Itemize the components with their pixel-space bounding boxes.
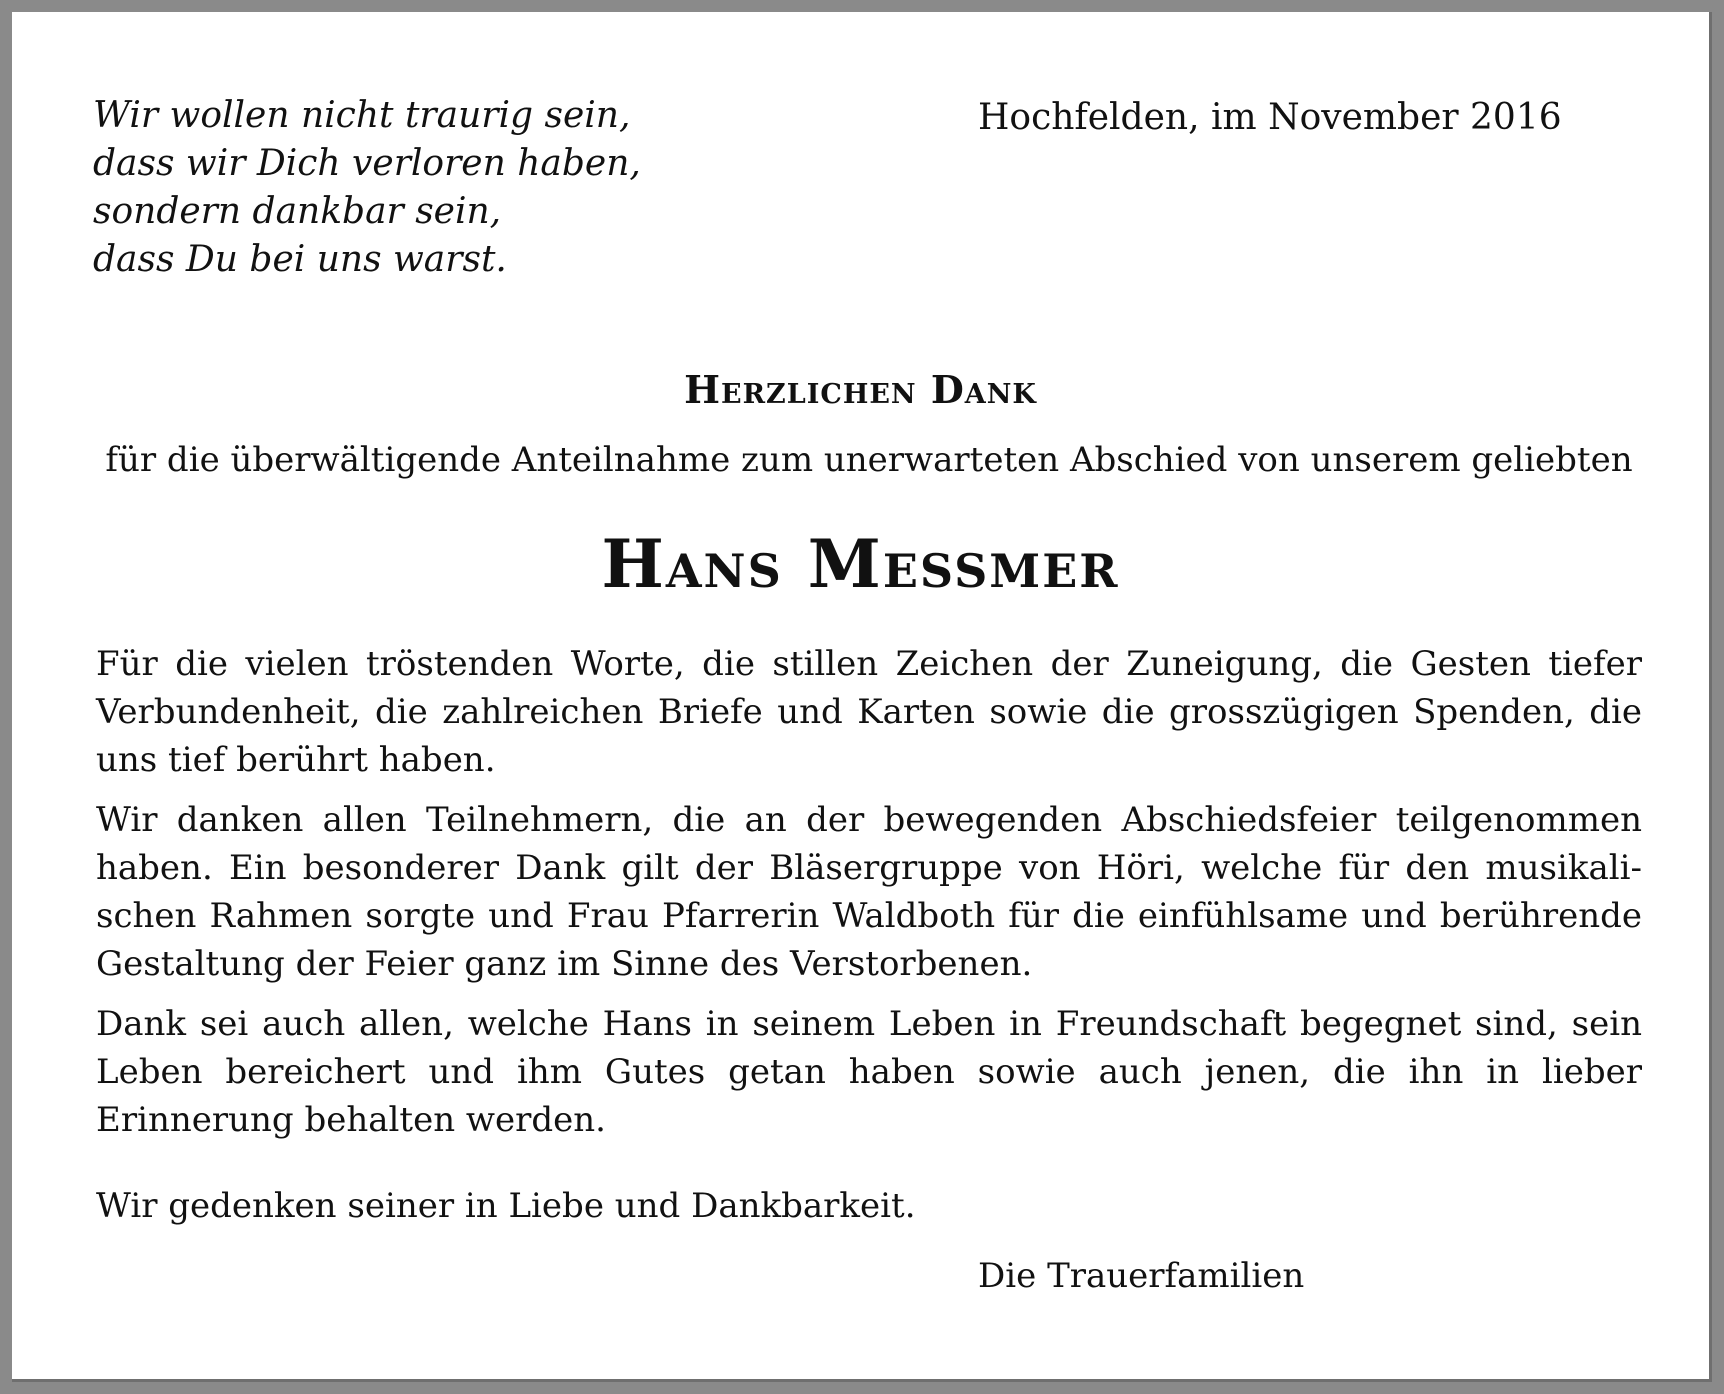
paragraph: Wir danken allen Teilnehmern, die an der bewegenden Abschiedsfeier teilgenommen haben. Ein besonderer Dank gilt der Bläsergruppe von Höri, welche für den musikalischen Rahmen sorgte und Frau Pfarrerin Waldboth für die einfühlsame und berührende Gestaltung der Feier ganz im Sinne des Verstorbenen. xyxy=(96,800,1642,984)
paragraph: Für die vielen tröstenden Worte, die stillen Zeichen der Zuneigung, die Gesten tiefer Verbundenheit, die zahlreichen Briefe und Karten sowie die grosszügigen Spenden, die uns tief berührt haben. xyxy=(96,644,1642,780)
place-date: Hochfelden, im November 2016 xyxy=(978,97,1562,138)
intro-text: für die überwältigende Anteilnahme zum unerwarteten Abschied von unserem geliebten xyxy=(105,440,1633,480)
obituary-card xyxy=(12,12,1712,1382)
heading: Herzlichen Dank xyxy=(684,367,1037,412)
body-text xyxy=(96,640,1642,1156)
verse-line: dass Du bei uns warst. xyxy=(93,239,507,280)
paragraph: Dank sei auch allen, welche Hans in seinem Leben in Freundschaft begegnet sind, sein Leben bereichert und ihm Gutes getan haben sowie auch jenen, die ihn in lieber Erinnerung behalten werden. xyxy=(96,1004,1642,1140)
verse xyxy=(93,92,641,284)
signature: Die Trauerfamilien xyxy=(978,1256,1305,1296)
verse-line: sondern dankbar sein, xyxy=(93,191,502,232)
deceased-name: Hans Messmer xyxy=(601,525,1120,603)
closing-line: Wir gedenken seiner in Liebe und Dankbarkeit. xyxy=(96,1186,916,1226)
verse-line: dass wir Dich verloren haben, xyxy=(93,143,641,184)
verse-line: Wir wollen nicht traurig sein, xyxy=(93,95,631,136)
